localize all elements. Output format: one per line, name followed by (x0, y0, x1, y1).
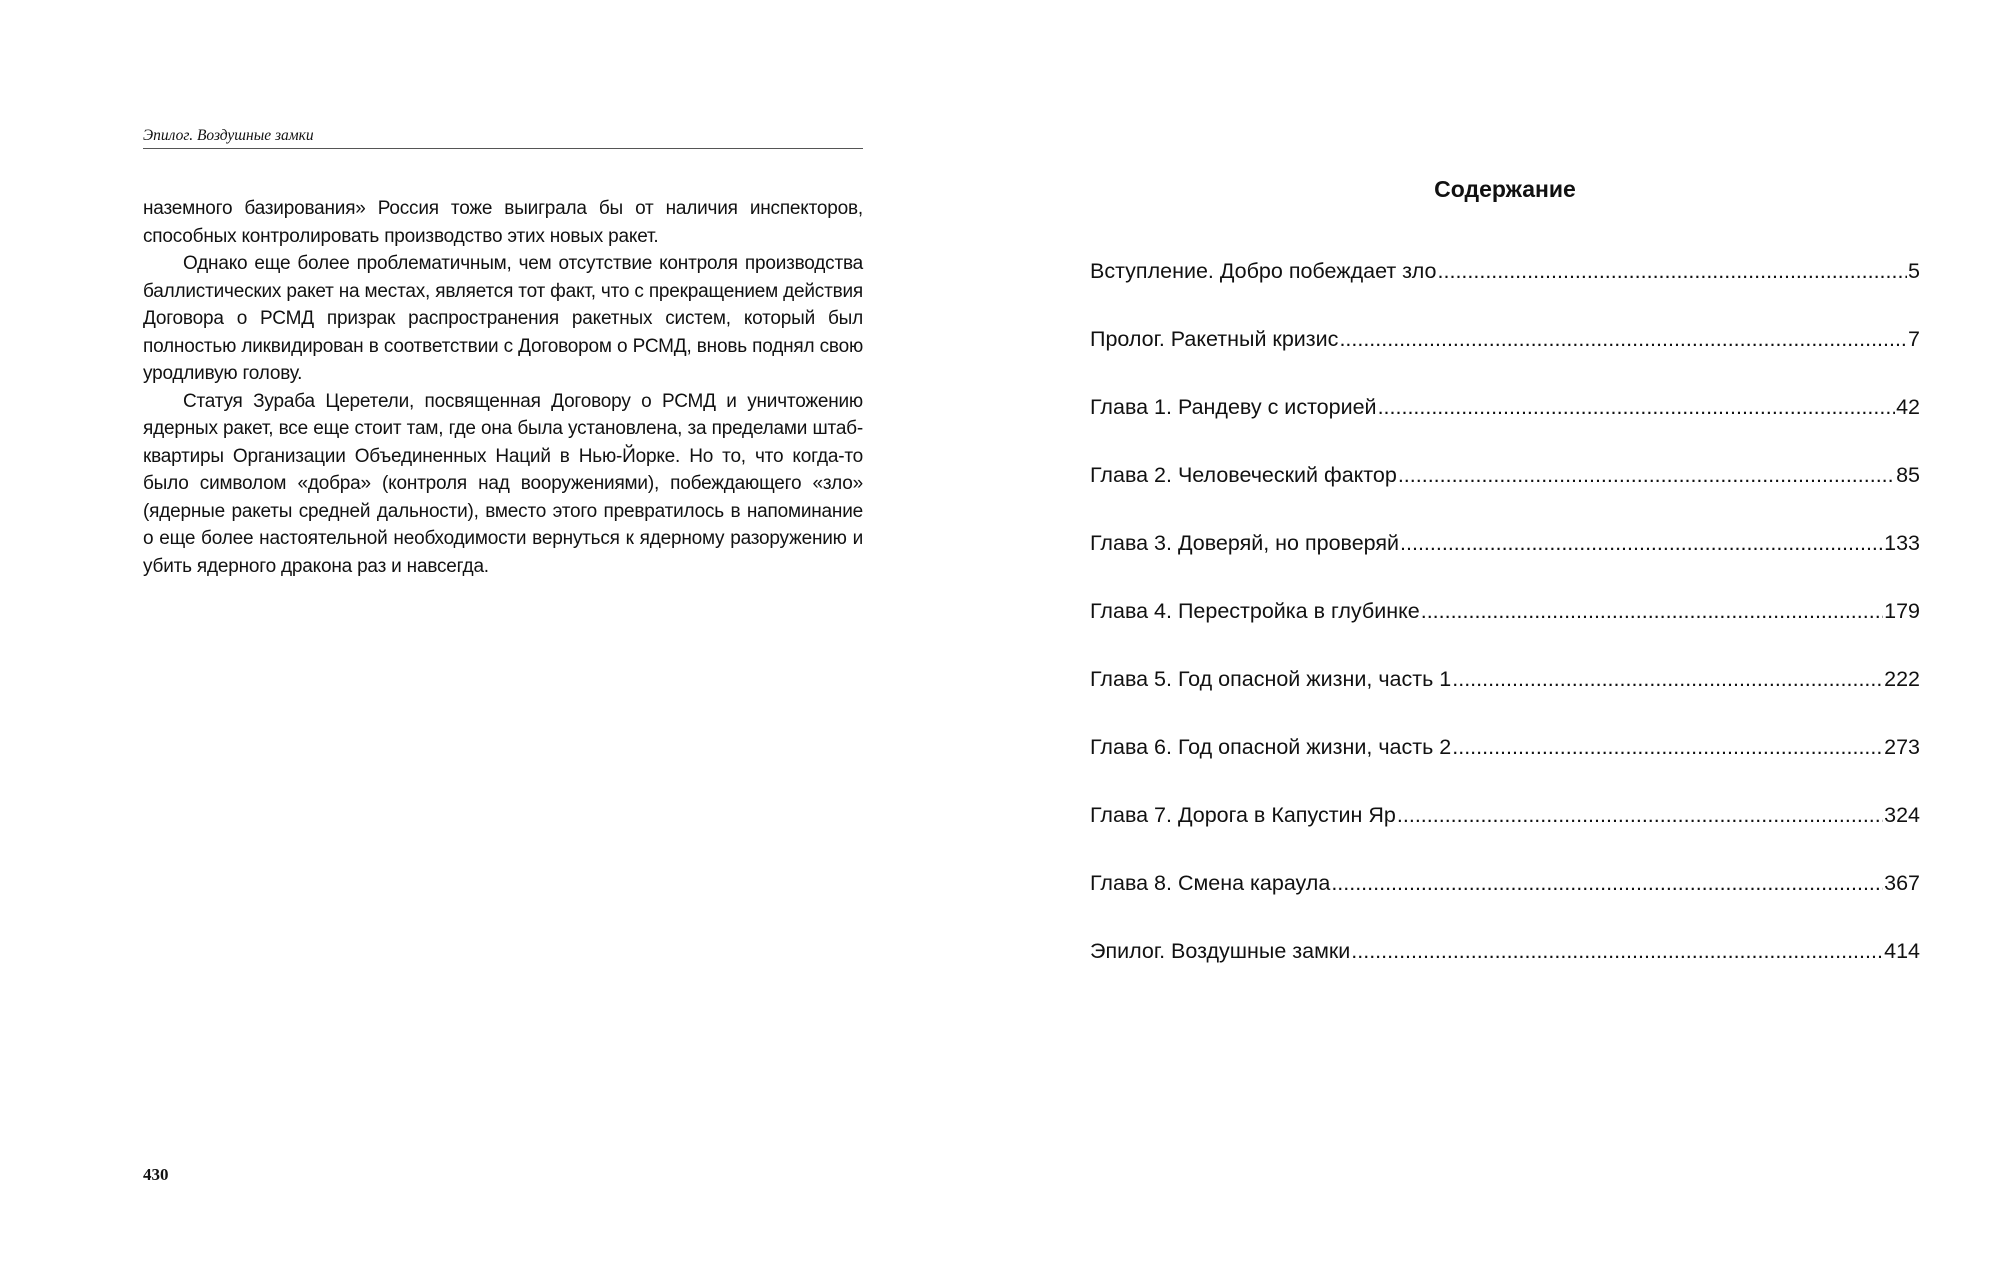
toc-entry-page: 324 (1884, 803, 1920, 827)
toc-entry-chapter-6[interactable] (1090, 734, 1920, 802)
right-page (1000, 0, 2000, 1269)
toc-leader-dots (1452, 666, 1883, 692)
toc-entry-page: 414 (1884, 939, 1920, 963)
toc-entry-page: 179 (1884, 599, 1920, 623)
paragraph-1: наземного базирования» Россия тоже выиграла бы от наличия инспекторов, способных контролировать производство этих новых ракет. (143, 198, 863, 247)
toc-entry-page: 367 (1884, 871, 1920, 895)
toc-leader-dots (1351, 938, 1883, 964)
toc-entry-page: 7 (1908, 327, 1920, 351)
toc-entry-page: 222 (1884, 667, 1920, 691)
toc-entry-page: 273 (1884, 735, 1920, 759)
toc-entry-page: 42 (1896, 395, 1920, 419)
running-head: Эпилог. Воздушные замки (143, 126, 863, 149)
toc-entry-page: 133 (1884, 531, 1920, 555)
toc-entry-title: Вступление. Добро побеждает зло (1090, 259, 1437, 283)
toc-entry-title: Пролог. Ракетный кризис (1090, 327, 1339, 351)
body-text (143, 195, 863, 580)
toc-entry-title: Глава 8. Смена караула (1090, 871, 1331, 895)
toc-entry-title: Глава 3. Доверяй, но проверяй (1090, 531, 1400, 555)
toc-entry-page: 85 (1896, 463, 1920, 487)
toc-leader-dots (1438, 258, 1908, 284)
toc-leader-dots (1331, 870, 1883, 896)
toc-title: Содержание (1434, 176, 1576, 202)
toc-entry-chapter-5[interactable] (1090, 666, 1920, 734)
toc-entry-chapter-7[interactable] (1090, 802, 1920, 870)
toc-leader-dots (1339, 326, 1907, 352)
toc-entry-title: Глава 1. Рандеву с историей (1090, 395, 1377, 419)
toc-leader-dots (1397, 802, 1883, 828)
page-number: 430 (143, 1165, 169, 1184)
toc-entry-chapter-8[interactable] (1090, 870, 1920, 938)
paragraph-2: Однако еще более проблематичным, чем отсутствие контроля производства баллистических ракет на местах, является тот факт, что с прекращением действия Договора о РСМД призрак распространения ракетных систем, который был полностью ликвидирован в соответствии с Договором о РСМД, вновь поднял свою уродливую голову. (143, 253, 863, 384)
table-of-contents (1090, 258, 1920, 1006)
toc-leader-dots (1400, 530, 1883, 556)
toc-entry-title: Глава 4. Перестройка в глубинке (1090, 599, 1420, 623)
toc-leader-dots (1398, 462, 1895, 488)
toc-entry-title: Глава 2. Человеческий фактор (1090, 463, 1397, 487)
toc-leader-dots (1452, 734, 1883, 760)
toc-entry-chapter-1[interactable] (1090, 394, 1920, 462)
toc-entry-prologue[interactable] (1090, 326, 1920, 394)
toc-entry-page: 5 (1908, 259, 1920, 283)
toc-entry-chapter-2[interactable] (1090, 462, 1920, 530)
toc-entry-title: Глава 5. Год опасной жизни, часть 1 (1090, 667, 1452, 691)
toc-entry-title: Глава 7. Дорога в Капустин Яр (1090, 803, 1396, 827)
toc-entry-intro[interactable] (1090, 258, 1920, 326)
toc-leader-dots (1378, 394, 1896, 420)
toc-entry-title: Эпилог. Воздушные замки (1090, 939, 1351, 963)
toc-entry-title: Глава 6. Год опасной жизни, часть 2 (1090, 735, 1452, 759)
toc-leader-dots (1421, 598, 1883, 624)
toc-entry-chapter-4[interactable] (1090, 598, 1920, 666)
paragraph-3: Статуя Зураба Церетели, посвященная Договору о РСМД и уничтожению ядерных ракет, все еще стоит там, где она была установлена, за пределами штаб-квартиры Организации Объединенных Наций в Нью-Йорке. Но то, что когда-то было символом «добра» (контроля над вооружениями), побеждающего «зло» (ядерные ракеты средней дальности), вместо этого превратилось в напоминание о еще более настоятельной необходимости вернуться к ядерному разоружению и убить ядерного дракона раз и навсегда. (143, 390, 863, 577)
toc-entry-chapter-3[interactable] (1090, 530, 1920, 598)
toc-entry-epilogue[interactable] (1090, 938, 1920, 1006)
